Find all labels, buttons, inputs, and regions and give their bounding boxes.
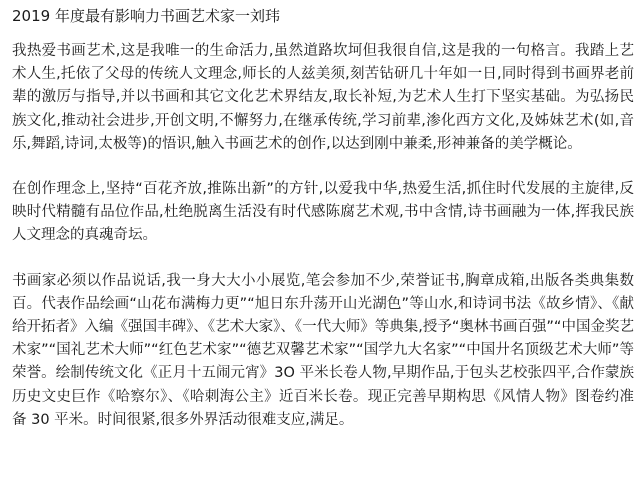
article-title: 2019 年度最有影响力书画艺术家一刘玮 (12, 7, 280, 25)
paragraph-motto: 我热爱书画艺术,这是我唯一的生命活力,虽然道路坎坷但我很自信,这是我的一句格言。我踏上艺术人生,托依了父母的传统人文理念,师长的人兹美须,刻苦钻研几十年如一日,同时得到书画界老前辈的激厉与指导,并以书画和其它文化艺术界结友,取长补短,为艺术人生打下坚实基础。为弘扬民族文化,推动社会进步,开创文明,不懈努力,在继承传统,学习前辈,渗化西方文化,及姊妹艺术(如,音乐,舞蹈,诗词,太极等)的悟识,触入书画艺术的创作,以达到刚中兼柔,形神兼备的美学概论。 (12, 43, 634, 152)
paragraph-achievements: 书画家必须以作品说话,我一身大大小小展览,笔会参加不少,荣誉证书,胸章成箱,出版各类典集数百。代表作品绘画“山花布满梅力更”“旭日东升荡开山光湖色”等山水,和诗词书法《故乡情》、《献给开拓者》入编《强国丰碑》、《艺术大家》、《一代大师》等典集,授予“奥林书画百强”“中国金奖艺术家”“国礼艺术大师”“红色艺术家”“德艺双馨艺术家”“国学九大名家”“中国廾名顶级艺术大师”等荣誉。绘制传统文化《正月十五闹元宵》3O 平米长卷人物,早期作品,于包头艺校张四平,合作蒙族历史文史巨作《哈察尔》、《哈刺海公主》近百米长卷。现正完善早期构思《风情人物》图卷约准备 30 平米。时间很紧,很多外界活动很难支应,满足。 (12, 272, 634, 428)
paragraph-creative-philosophy: 在创作理念上,坚持“百花齐放,推陈出新”的方针,以爱我中华,热爱生活,抓住时代发展的主旋律,反映时代精髓有品位作品,杜绝脱离生活没有时代感陈腐艺术观,书中含情,诗书画融为一体,挥我民族人文理念的真魂奇坛。 (12, 181, 634, 244)
